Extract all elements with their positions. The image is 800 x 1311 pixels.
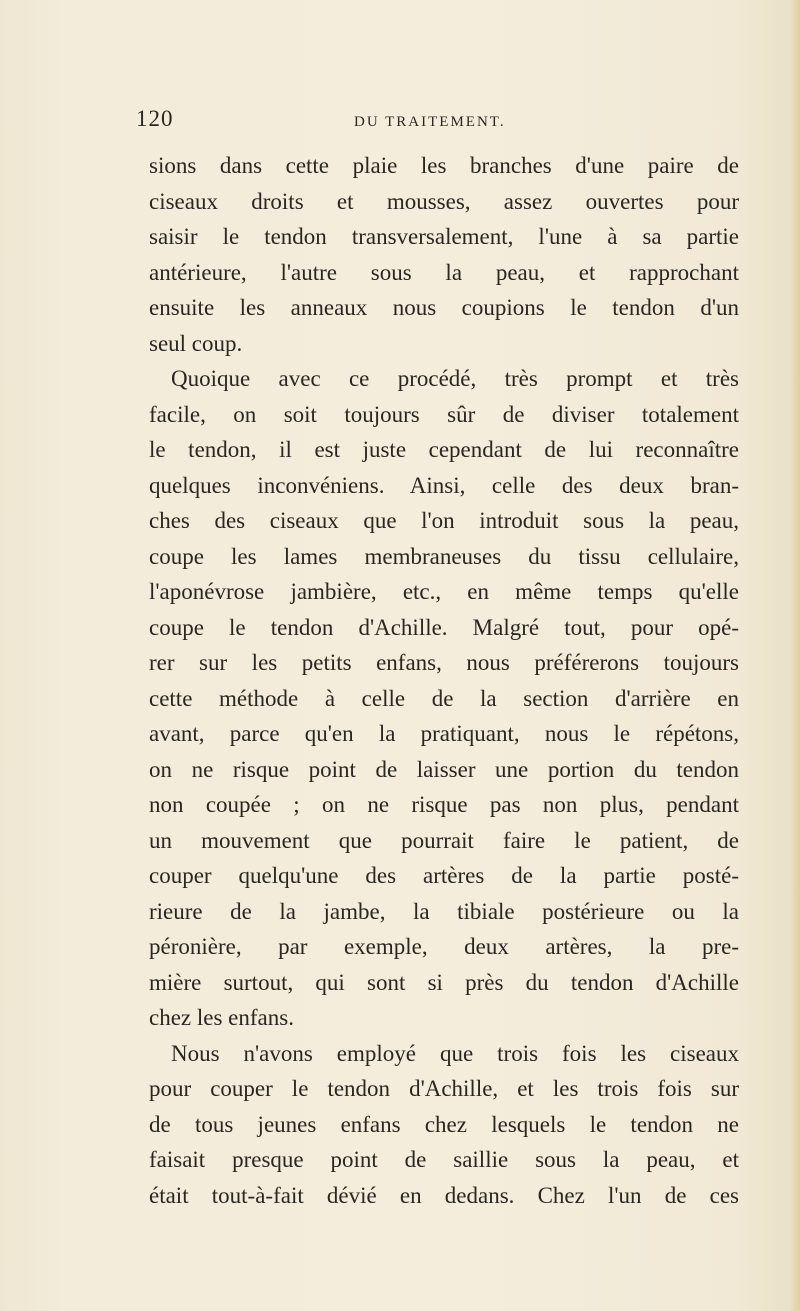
- text-line: Nous n'avons employé que trois fois les ciseaux: [171, 1040, 739, 1066]
- text-line: péronière, par exemple, deux artères, la pre-: [149, 934, 739, 959]
- page-number: 120: [136, 106, 174, 131]
- text-line: antérieure, l'autre sous la peau, et rapprochant: [149, 259, 739, 285]
- text-line: l'aponévrose jambière, etc., en même temps qu'elle: [149, 579, 739, 604]
- text-line: saisir le tendon transversalement, l'une à sa partie: [149, 224, 739, 249]
- text-line: faisait presque point de saillie sous la peau, et: [149, 1147, 739, 1172]
- text-line: seul coup.: [149, 330, 243, 356]
- text-line: Quoique avec ce procédé, très prompt et très: [171, 366, 739, 391]
- text-line: ensuite les anneaux nous coupions le tendon d'un: [149, 295, 739, 320]
- text-line: pour couper le tendon d'Achille, et les trois fois sur: [149, 1076, 739, 1101]
- page-header: [136, 106, 736, 146]
- text-line: cette méthode à celle de la section d'arrière en: [149, 685, 739, 711]
- text-line: ches des ciseaux que l'on introduit sous la peau,: [149, 508, 739, 533]
- text-line: le tendon, il est juste cependant de lui reconnaître: [149, 437, 739, 462]
- text-line: un mouvement que pourrait faire le patient, de: [149, 827, 739, 853]
- text-line: chez les enfans.: [149, 1005, 294, 1030]
- text-line: rieure de la jambe, la tibiale postérieure ou la: [149, 898, 739, 924]
- text-line: avant, parce qu'en la pratiquant, nous le répétons,: [149, 721, 739, 746]
- text-line: de tous jeunes enfans chez lesquels le tendon ne: [149, 1111, 739, 1137]
- running-head: DU TRAITEMENT.: [354, 114, 506, 130]
- text-line: coupe le tendon d'Achille. Malgré tout, pour opé-: [149, 614, 739, 640]
- text-line: était tout-à-fait dévié en dedans. Chez l'un de ces: [149, 1182, 739, 1208]
- text-line: facile, on soit toujours sûr de diviser totalement: [149, 401, 739, 427]
- text-line: couper quelqu'une des artères de la partie posté-: [149, 863, 739, 888]
- page-edge: [790, 0, 800, 1311]
- text-line: ciseaux droits et mousses, assez ouvertes pour: [149, 188, 739, 214]
- text-line: sions dans cette plaie les branches d'une paire de: [149, 153, 739, 178]
- text-line: coupe les lames membraneuses du tissu cellulaire,: [149, 543, 739, 569]
- text-line: on ne risque point de laisser une portion du tendon: [149, 756, 739, 782]
- text-line: mière surtout, qui sont si près du tendon d'Achille: [149, 969, 739, 995]
- text-line: rer sur les petits enfans, nous préférerons toujours: [149, 650, 739, 675]
- text-line: non coupée ; on ne risque pas non plus, pendant: [149, 792, 739, 817]
- text-line: quelques inconvéniens. Ainsi, celle des deux bran-: [149, 472, 739, 498]
- body-text: [149, 148, 739, 1213]
